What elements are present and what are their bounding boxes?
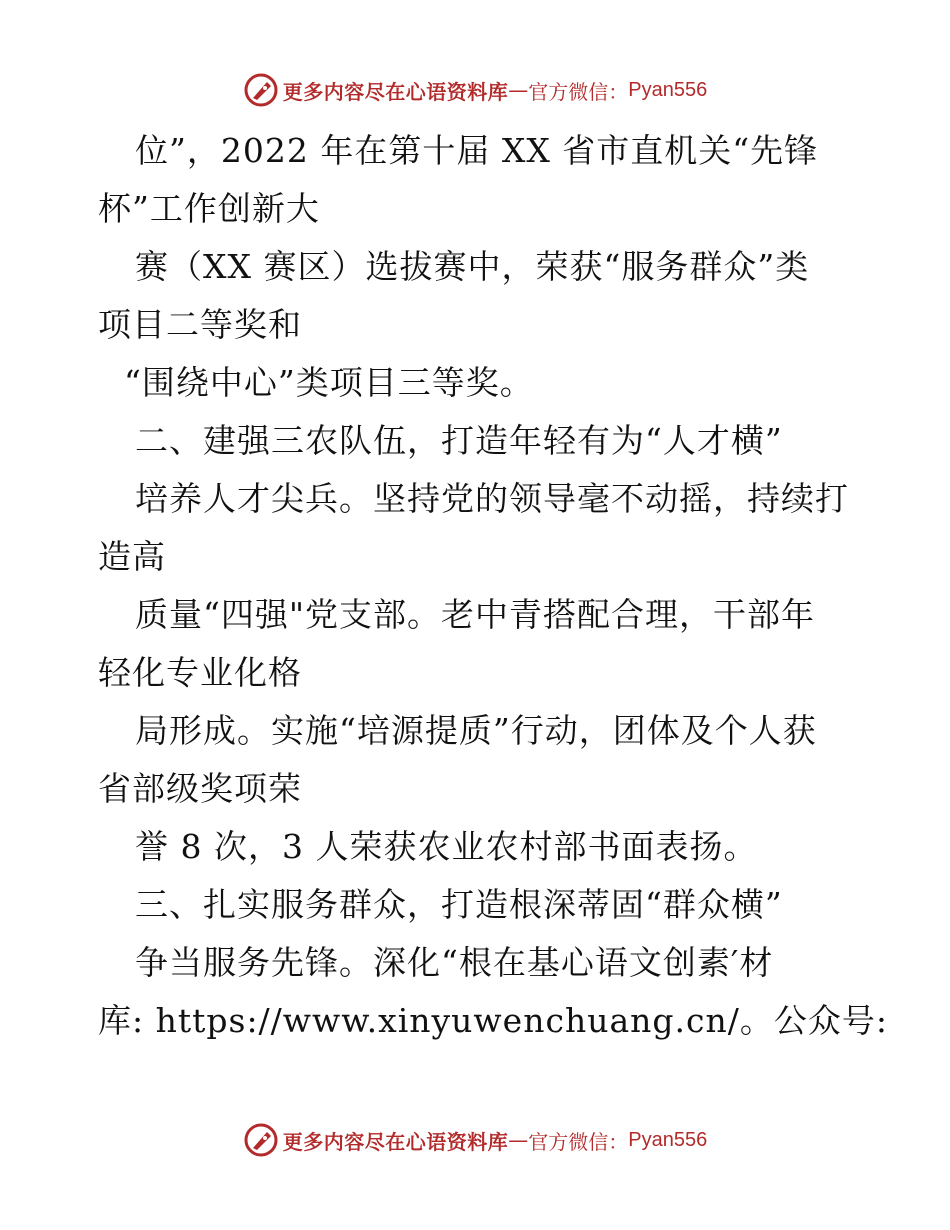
text-line: 培养人才尖兵。坚持党的领导毫不动摇，持续打 bbox=[135, 479, 849, 518]
footer-banner bbox=[0, 1120, 950, 1160]
text-line: 局形成。实施“培源提质”行动，团体及个人获 bbox=[135, 711, 817, 750]
pen-nib-logo-icon bbox=[243, 1122, 279, 1158]
banner-wechat-id: Pyan556 bbox=[628, 78, 708, 101]
banner-wechat-label: 官方微信： bbox=[528, 1129, 629, 1154]
banner-text: 更多内容尽在心语资料库 bbox=[282, 1129, 509, 1154]
text-line: 二、建强三农队伍，打造年轻有为“人才横” bbox=[135, 421, 783, 460]
banner-separator: — bbox=[508, 1128, 529, 1152]
text-line: 誉 8 次，3 人荣获农业农村部书面表扬。 bbox=[135, 827, 758, 866]
document-body bbox=[98, 122, 888, 1050]
text-line: 三、扎实服务群众，打造根深蒂固“群众横” bbox=[135, 885, 783, 924]
pen-nib-logo-icon bbox=[243, 72, 279, 108]
text-line: 库: https://www.xinyuwenchuang.cn/。公众号: bbox=[98, 1001, 888, 1040]
text-line: 省部级奖项荣 bbox=[98, 769, 302, 808]
text-line: 项目二等奖和 bbox=[98, 305, 302, 344]
banner-separator: — bbox=[508, 78, 529, 102]
banner-text: 更多内容尽在心语资料库 bbox=[282, 79, 509, 104]
text-line: 赛（XX 赛区）选拔赛中，荣获“服务群众”类 bbox=[135, 247, 810, 286]
text-line: 质量“四强"党支部。老中青搭配合理，干部年 bbox=[135, 595, 816, 634]
text-line: “围绕中心”类项目三等奖。 bbox=[124, 363, 534, 402]
banner-wechat-label: 官方微信： bbox=[528, 79, 629, 104]
text-line: 位”，2022 年在第十届 XX 省市直机关“先锋 bbox=[135, 131, 819, 170]
text-line: 杯”工作创新大 bbox=[98, 189, 320, 228]
banner-wechat-id: Pyan556 bbox=[628, 1128, 708, 1151]
text-line: 造高 bbox=[98, 537, 166, 576]
text-line: 轻化专业化格 bbox=[98, 653, 302, 692]
text-line: 争当服务先锋。深化“根在基心语文创素′材 bbox=[135, 943, 774, 982]
header-banner bbox=[0, 70, 950, 110]
